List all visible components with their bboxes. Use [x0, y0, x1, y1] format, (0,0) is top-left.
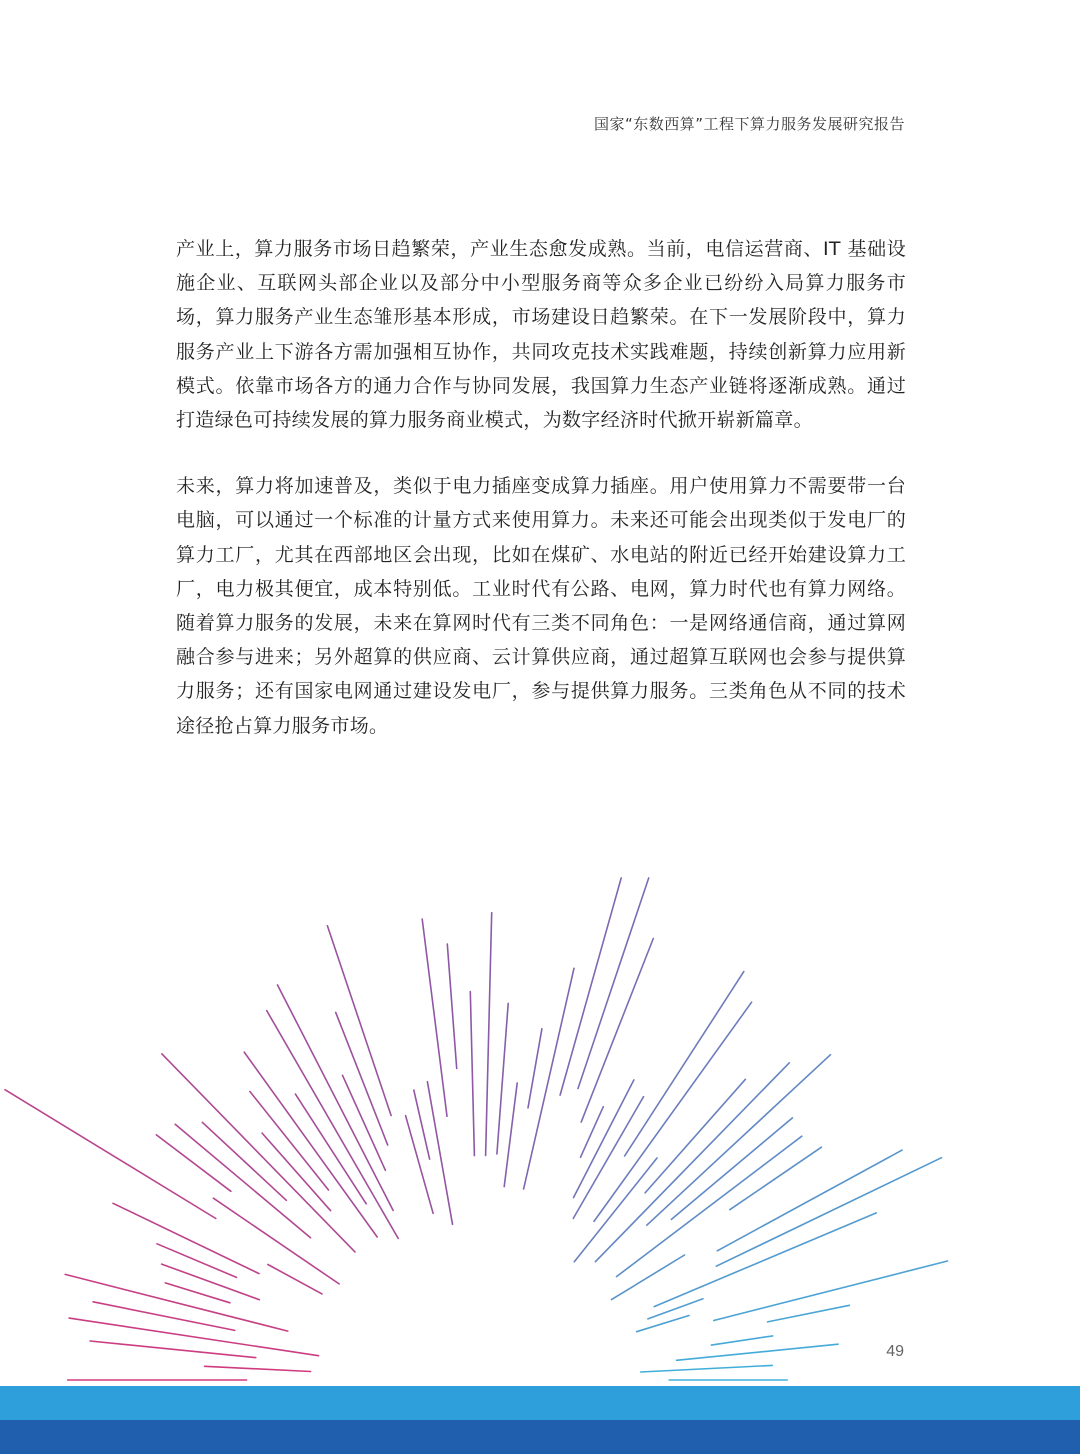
burst-ray [327, 926, 391, 1116]
burst-ray [414, 1090, 430, 1159]
burst-ray [262, 1133, 331, 1211]
burst-ray [427, 1082, 452, 1225]
burst-ray [714, 1261, 948, 1321]
burst-ray [574, 1080, 634, 1198]
burst-ray [268, 1265, 322, 1294]
burst-ray [654, 1213, 876, 1307]
burst-ray [213, 1198, 339, 1284]
burst-ray [671, 1118, 792, 1220]
burst-ray [205, 1366, 311, 1371]
burst-ray [581, 939, 653, 1123]
burst-ray [250, 1092, 329, 1191]
burst-ray [93, 1302, 235, 1331]
burst-ray [504, 1083, 517, 1187]
page-number: 49 [886, 1343, 904, 1360]
paragraph-2: 未来，算力将加速普及，类似于电力插座变成算力插座。用户使用算力不需要带一台电脑，可以通过一个标准的计量方式来使用算力。未来还可能会出现类似于发电厂的算力工厂，尤其在西部地区会出现，比如在煤矿、水电站的附近已经开始建设算力工厂，电力极其便宜，成本特别低。工业时代有公路、电网，算力时代也有算力网络。随着算力服务的发展，未来在算网时代有三类不同角色：一是网络通信商，通过算网融合参与进来；另外超算的供应商、云计算供应商，通过超算互联网也会参与提供算力服务；还有国家电网通过建设发电厂，参与提供算力服务。三类角色从不同的技术途径抢占算力服务市场。 [176, 475, 906, 737]
burst-ray [90, 1341, 256, 1358]
burst-ray [711, 1336, 772, 1345]
burst-ray [612, 1255, 685, 1300]
burst-ray [69, 1318, 318, 1356]
burst-ray [637, 1316, 689, 1332]
burst-ray [677, 1344, 839, 1360]
burst-ray [422, 919, 447, 1116]
footer-band-dark [0, 1420, 1080, 1454]
burst-ray [645, 1079, 745, 1193]
paragraph-1: 产业上，算力服务市场日趋繁荣，产业生态愈发成熟。当前，电信运营商、IT 基础设施企业、互联网头部企业以及部分中小型服务商等众多企业已纷纷入局算力服务市场，算力服务产业生态雏形基本形成，市场建设日趋繁荣。在下一发展阶段中，算力服务产业上下游各方需加强相互协作，共同攻克技术实践难题，持续创新算力应用新模式。依靠市场各方的通力合作与协同发展，我国算力生态产业链将逐渐成熟。通过打造绿色可持续发展的算力服务商业模式，为数字经济时代掀开崭新篇章。 [176, 238, 906, 432]
burst-ray [244, 1052, 377, 1237]
burst-ray [528, 1029, 542, 1108]
burst-ray [406, 1116, 434, 1214]
burst-ray [486, 913, 492, 1156]
decorative-sunburst [0, 860, 1080, 1390]
burst-ray [295, 1094, 366, 1204]
burst-ray [202, 1122, 286, 1200]
burst-ray [470, 992, 474, 1156]
burst-ray [5, 1090, 216, 1219]
burst-ray [768, 1305, 850, 1322]
burst-ray [497, 1003, 508, 1154]
burst-ray [578, 878, 649, 1089]
burst-ray [717, 1150, 902, 1251]
burst-ray [641, 1365, 773, 1372]
burst-ray [447, 944, 456, 1068]
burst-ray [716, 1158, 941, 1267]
burst-ray [648, 1299, 703, 1319]
burst-ray [595, 1063, 789, 1262]
burst-ray [156, 1135, 231, 1191]
burst-ray [278, 985, 394, 1210]
burst-ray [524, 968, 574, 1189]
burst-ray [162, 1264, 260, 1300]
burst-ray [162, 1054, 355, 1252]
burst-ray [157, 1244, 237, 1278]
body-text [176, 232, 906, 775]
running-header: 国家“东数西算”工程下算力服务发展研究报告 [593, 115, 905, 133]
burst-ray [267, 1011, 399, 1239]
footer-band-light [0, 1386, 1080, 1420]
